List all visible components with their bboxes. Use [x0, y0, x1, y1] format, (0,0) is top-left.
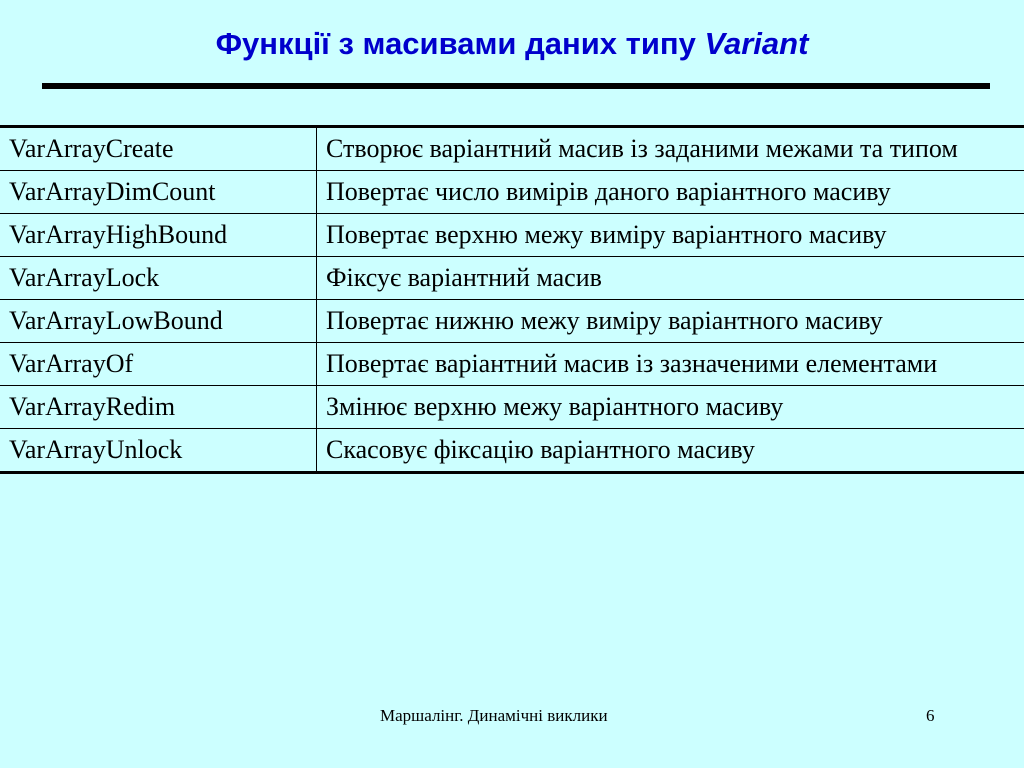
function-name-cell: VarArrayUnlock [0, 429, 317, 472]
function-name-cell: VarArrayLowBound [0, 300, 317, 343]
function-description-cell: Фіксує варіантний масив [317, 257, 1024, 300]
functions-table-container [0, 125, 1024, 474]
table-row [0, 128, 1024, 171]
page-number: 6 [926, 706, 935, 725]
table-row [0, 214, 1024, 257]
function-description-cell: Повертає нижню межу виміру варіантного масиву [317, 300, 1024, 343]
functions-table [0, 128, 1024, 471]
table-row [0, 257, 1024, 300]
function-name-cell: VarArrayDimCount [0, 171, 317, 214]
function-name-cell: VarArrayCreate [0, 128, 317, 171]
function-name-cell: VarArrayLock [0, 257, 317, 300]
slide-title-main: Функції з масивами даних типу [215, 26, 705, 61]
function-description-cell: Скасовує фіксацію варіантного масиву [317, 429, 1024, 472]
table-row [0, 171, 1024, 214]
function-description-cell: Створює варіантний масив із заданими межами та типом [317, 128, 1024, 171]
function-name-cell: VarArrayHighBound [0, 214, 317, 257]
function-description-cell: Повертає варіантний масив із зазначеними елементами [317, 343, 1024, 386]
function-description-cell: Змінює верхню межу варіантного масиву [317, 386, 1024, 429]
table-row [0, 386, 1024, 429]
title-underline [42, 83, 990, 89]
function-name-cell: VarArrayOf [0, 343, 317, 386]
table-row [0, 429, 1024, 472]
slide-title-italic: Variant [704, 26, 809, 61]
function-description-cell: Повертає верхню межу виміру варіантного масиву [317, 214, 1024, 257]
slide-title [0, 22, 1024, 66]
function-description-cell: Повертає число вимірів даного варіантного масиву [317, 171, 1024, 214]
table-row [0, 300, 1024, 343]
table-row [0, 343, 1024, 386]
function-name-cell: VarArrayRedim [0, 386, 317, 429]
footer-text: Маршалінг. Динамічні виклики [380, 706, 608, 725]
